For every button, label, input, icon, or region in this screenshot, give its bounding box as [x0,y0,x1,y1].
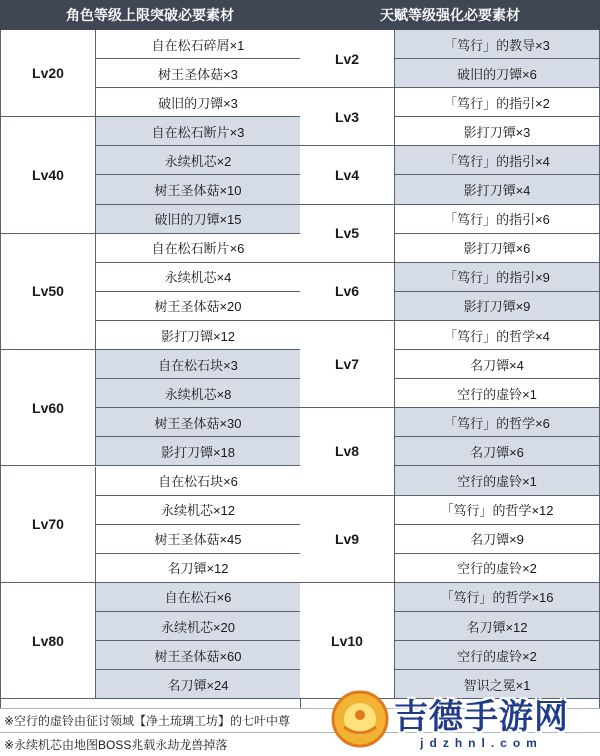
material-item: 树王圣体菇×60 [96,641,300,670]
footnote-1: ※空行的虚铃由征讨领域【净土琉璃工坊】的七叶中尊 [0,708,600,732]
material-item: 树王圣体菇×20 [96,292,300,321]
material-item: 树王圣体菇×45 [96,525,300,554]
level-label: Lv2 [300,30,395,88]
material-item: 影打刀镡×4 [395,175,599,204]
level-label: Lv50 [1,234,96,350]
level-group [1,583,300,699]
footnote-2: ※永续机芯由地图BOSS兆载永劫龙兽掉落 [0,732,600,756]
material-item: 影打刀镡×3 [395,117,599,146]
material-item: 影打刀镡×18 [96,437,300,466]
material-item: 名刀镡×4 [395,350,599,379]
talent-panel [300,30,600,708]
material-item: 永续机芯×8 [96,379,300,408]
material-item: 影打刀镡×12 [96,321,300,350]
material-item: 「笃行」的指引×2 [395,88,599,117]
material-item: 树王圣体菇×30 [96,408,300,437]
watermark-text: 吉德手游网 [394,697,569,736]
level-group [300,496,599,583]
material-item: 名刀镡×12 [395,612,599,641]
level-group [300,583,599,699]
level-group [300,408,599,495]
material-item: 「笃行」的哲学×6 [395,408,599,437]
material-item: 名刀镡×12 [96,554,300,583]
material-item: 「笃行」的指引×4 [395,146,599,175]
material-item: 空行的虚铃×2 [395,554,599,583]
material-item: 名刀镡×6 [395,437,599,466]
watermark-logo-icon [330,689,390,749]
level-group [300,321,599,408]
material-item: 自在松石块×6 [96,467,300,496]
material-item: 自在松石块×3 [96,350,300,379]
level-group [300,30,599,88]
material-item: 智识之冕×1 [395,670,599,699]
material-item: 破旧的刀镡×6 [395,59,599,88]
level-label: Lv9 [300,496,395,583]
level-label: Lv40 [1,117,96,233]
material-item: 自在松石断片×3 [96,117,300,146]
level-group [300,205,599,263]
level-group [1,350,300,466]
material-item: 破旧的刀镡×15 [96,205,300,234]
level-label: Lv8 [300,408,395,495]
level-group [1,30,300,117]
material-item: 自在松石碎屑×1 [96,30,300,59]
material-item: 空行的虚铃×1 [395,466,599,495]
material-item: 空行的虚铃×1 [395,379,599,408]
level-label: Lv70 [1,467,96,583]
level-label: Lv5 [300,205,395,263]
material-item: 永续机芯×4 [96,263,300,292]
level-group [1,467,300,583]
material-item: 自在松石断片×6 [96,234,300,263]
material-item: 自在松石×6 [96,583,300,612]
material-item: 「笃行」的教导×3 [395,30,599,59]
material-item: 名刀镡×9 [395,525,599,554]
material-item: 影打刀镡×9 [395,292,599,321]
level-group [300,88,599,146]
material-item: 永续机芯×20 [96,612,300,641]
level-label: Lv60 [1,350,96,466]
material-item: 「笃行」的哲学×4 [395,321,599,350]
watermark-url: jdzhnl.com [420,735,543,750]
material-item: 空行的虚铃×2 [395,641,599,670]
ascension-panel [0,30,301,708]
material-item: 树王圣体菇×10 [96,175,300,204]
material-item: 永续机芯×2 [96,146,300,175]
level-group [1,117,300,233]
watermark [330,686,592,752]
material-item: 「笃行」的哲学×12 [395,496,599,525]
level-group [300,146,599,204]
material-item: 永续机芯×12 [96,496,300,525]
material-item: 破旧的刀镡×3 [96,88,300,117]
material-item: 影打刀镡×6 [395,234,599,263]
level-label: Lv10 [300,583,395,699]
level-label: Lv80 [1,583,96,699]
level-label: Lv4 [300,146,395,204]
material-item: 名刀镡×24 [96,670,300,699]
level-label: Lv20 [1,30,96,117]
right-title: 天赋等级强化必要素材 [300,0,600,30]
level-label: Lv7 [300,321,395,408]
left-title: 角色等级上限突破必要素材 [0,0,301,30]
material-item: 「笃行」的指引×9 [395,263,599,292]
level-group [1,234,300,350]
material-item: 「笃行」的指引×6 [395,205,599,234]
level-group [300,263,599,321]
material-item: 「笃行」的哲学×16 [395,583,599,612]
level-label: Lv6 [300,263,395,321]
material-item: 树王圣体菇×3 [96,59,300,88]
level-label: Lv3 [300,88,395,146]
